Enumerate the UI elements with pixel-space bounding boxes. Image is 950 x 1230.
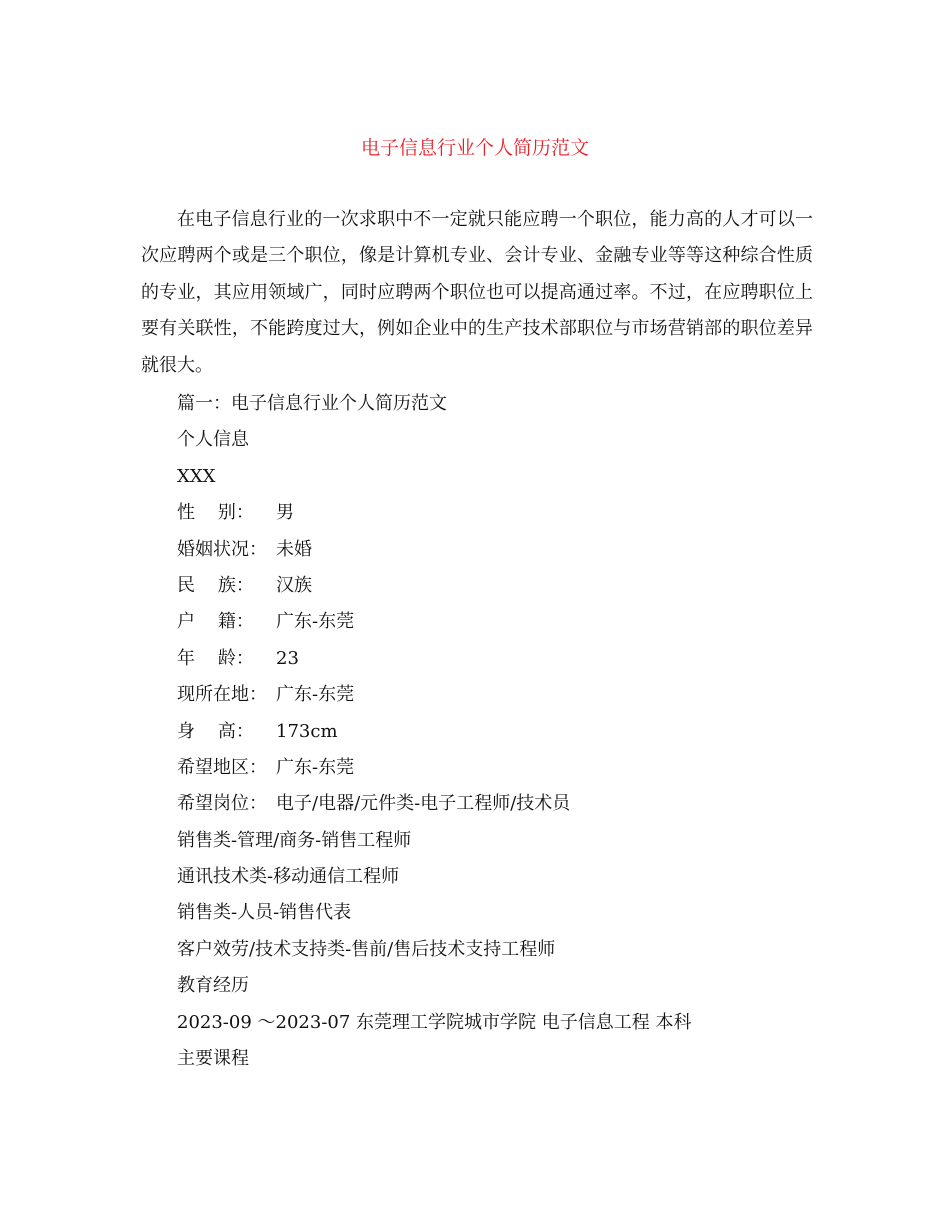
field-label: 身 高： — [177, 720, 254, 742]
desired-position-item: 客户效劳/技术支持类-售前/售后技术支持工程师 — [177, 938, 556, 960]
field-household-registration — [177, 604, 817, 640]
personal-info-heading: 个人信息 — [177, 429, 249, 451]
field-value: 汉族 — [276, 574, 312, 596]
field-marital-status — [177, 532, 817, 568]
intro-paragraph: 在电子信息行业的一次求职中不一定就只能应聘一个职位，能力高的人才可以一次应聘两个或是三个职位，像是计算机专业、会计专业、金融专业等等这种综合性质的专业，其应用领域广，同时应聘两个职位也可以提高通过率。不过，在应聘职位上要有关联性，不能跨度过大，例如企业中的生产技术部职位与市场营销部的职位差异就很大。 — [141, 209, 813, 376]
field-value: 广东-东莞 — [276, 684, 355, 706]
field-label: 婚姻状况： — [177, 538, 267, 560]
candidate-name: XXX — [177, 465, 216, 487]
field-value: 173cm — [276, 720, 338, 742]
field-ethnicity — [177, 568, 817, 604]
field-value: 未婚 — [276, 538, 312, 560]
field-label: 性 别： — [177, 502, 254, 524]
courses-heading: 主要课程 — [177, 1048, 249, 1070]
desired-position-item: 销售类-人员-销售代表 — [177, 902, 352, 924]
field-label: 希望岗位： — [177, 793, 267, 815]
field-height — [177, 714, 817, 750]
field-value: 广东-东莞 — [276, 611, 355, 633]
document-title: 电子信息行业个人简历范文 — [360, 137, 589, 159]
resume-body — [177, 386, 817, 1077]
field-label: 现所在地： — [177, 684, 267, 706]
section-heading: 篇一：电子信息行业个人简历范文 — [177, 393, 447, 414]
education-entry: 2023-09 ～2023-07 东莞理工学院城市学院 电子信息工程 本科 — [177, 1011, 692, 1033]
desired-position-item: 销售类-管理/商务-销售工程师 — [177, 829, 412, 851]
field-label: 民 族： — [177, 574, 254, 596]
field-value: 广东-东莞 — [276, 756, 355, 778]
field-label: 户 籍： — [177, 611, 254, 633]
field-label: 年 龄： — [177, 647, 254, 669]
field-gender — [177, 495, 817, 531]
desired-position-item: 通讯技术类-移动通信工程师 — [177, 866, 400, 888]
field-desired-position — [177, 786, 817, 822]
field-value: 电子/电器/元件类-电子工程师/技术员 — [276, 793, 571, 815]
field-age — [177, 641, 817, 677]
field-desired-region — [177, 750, 817, 786]
field-current-location — [177, 677, 817, 713]
field-value: 23 — [276, 647, 299, 669]
education-heading: 教育经历 — [177, 975, 249, 997]
field-value: 男 — [276, 502, 294, 524]
field-label: 希望地区： — [177, 756, 267, 778]
